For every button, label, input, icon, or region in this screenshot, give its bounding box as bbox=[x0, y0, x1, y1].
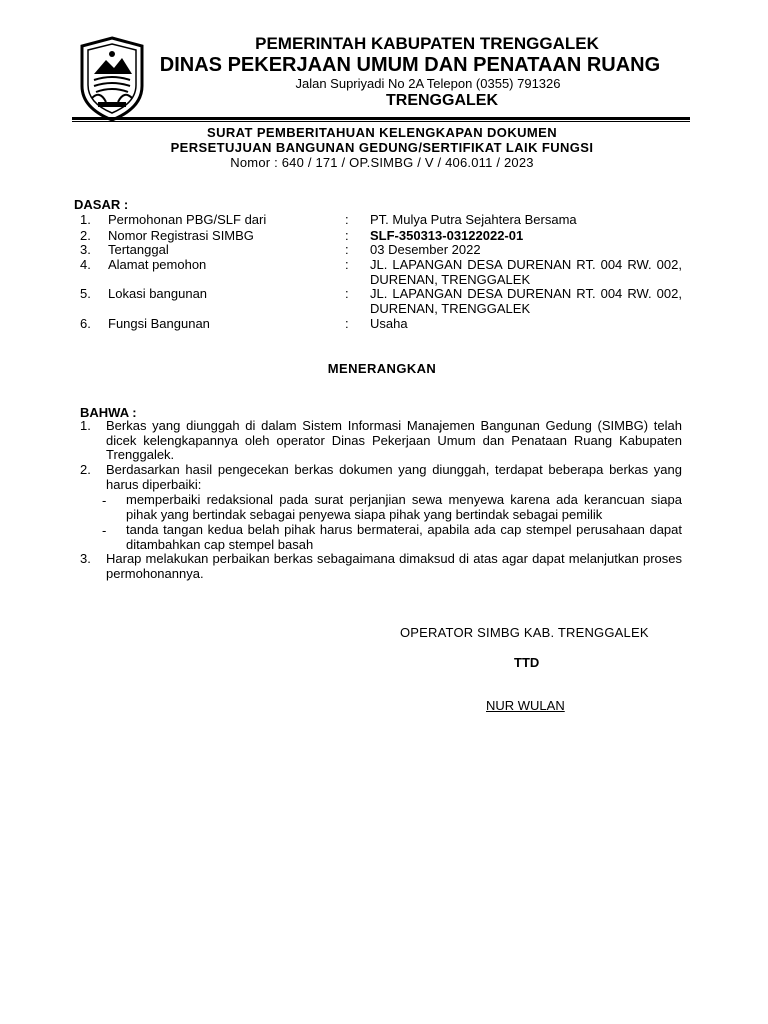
bahwa-item-number: 1. bbox=[80, 418, 91, 433]
header-rule-thin bbox=[72, 121, 690, 122]
dasar-row-colon: : bbox=[345, 212, 349, 227]
bahwa-item-number: 2. bbox=[80, 462, 91, 477]
dasar-row-value: JL. LAPANGAN DESA DURENAN RT. 004 RW. 002, DURENAN, TRENGGALEK bbox=[370, 257, 682, 287]
header-address: Jalan Supriyadi No 2A Telepon (0355) 791326 bbox=[295, 76, 561, 91]
bahwa-subitem-text: tanda tangan kedua belah pihak harus bermaterai, apabila ada cap stempel perusahaan dapat ditambahkan cap stempel basah bbox=[126, 522, 682, 552]
menerangkan-heading: MENERANGKAN bbox=[327, 361, 437, 376]
letter-number: Nomor : 640 / 171 / OP.SIMBG / V / 406.011 / 2023 bbox=[230, 155, 534, 170]
signature-office: OPERATOR SIMBG KAB. TRENGGALEK bbox=[400, 625, 649, 640]
dasar-row-number: 5. bbox=[80, 286, 91, 301]
signature-name: NUR WULAN bbox=[486, 698, 565, 713]
dasar-row-label: Nomor Registrasi SIMBG bbox=[108, 228, 254, 243]
dasar-row-label: Lokasi bangunan bbox=[108, 286, 208, 301]
header-agency-name: DINAS PEKERJAAN UMUM DAN PENATAAN RUANG bbox=[159, 54, 661, 76]
bahwa-subitem-bullet: - bbox=[102, 523, 107, 538]
dasar-row-value: JL. LAPANGAN DESA DURENAN RT. 004 RW. 002, DURENAN, TRENGGALEK bbox=[370, 286, 682, 316]
letter-title-line1: SURAT PEMBERITAHUAN KELENGKAPAN DOKUMEN bbox=[207, 125, 557, 140]
dasar-row-colon: : bbox=[345, 286, 349, 301]
bahwa-item-number: 3. bbox=[80, 551, 91, 566]
bahwa-subitem-bullet: - bbox=[102, 493, 107, 508]
dasar-row-colon: : bbox=[345, 257, 349, 272]
header-rule-thick bbox=[72, 117, 690, 120]
dasar-row-value: 03 Desember 2022 bbox=[370, 242, 481, 257]
dasar-row-label: Fungsi Bangunan bbox=[108, 316, 210, 331]
dasar-row-colon: : bbox=[345, 316, 349, 331]
dasar-row-label: Permohonan PBG/SLF dari bbox=[108, 212, 267, 227]
dasar-heading: DASAR : bbox=[74, 197, 129, 212]
bahwa-heading: BAHWA : bbox=[80, 405, 137, 420]
bahwa-item-text: Berdasarkan hasil pengecekan berkas dokumen yang diunggah, terdapat beberapa berkas yang harus diperbaiki: bbox=[106, 462, 682, 492]
dasar-row-value: SLF-350313-03122022-01 bbox=[370, 228, 524, 243]
dasar-row-number: 6. bbox=[80, 316, 91, 331]
dasar-row-value: Usaha bbox=[370, 316, 408, 331]
dasar-row-number: 1. bbox=[80, 212, 91, 227]
dasar-row-label: Alamat pemohon bbox=[108, 257, 207, 272]
header-city: TRENGGALEK bbox=[386, 92, 498, 109]
bahwa-item-text: Berkas yang diunggah di dalam Sistem Informasi Manajemen Bangunan Gedung (SIMBG) telah dicek kelengkapannya oleh operator Dinas Pekerjaan Umum dan Penataan Ruang Kabupaten Trenggalek. bbox=[106, 418, 682, 462]
dasar-row-colon: : bbox=[345, 242, 349, 257]
bahwa-subitem-text: memperbaiki redaksional pada surat perjanjian sewa menyewa karena ada kerancuan siapa pihak yang bertindak sebagai penyewa siapa pihak yang bertindak sebagai pemilik bbox=[126, 492, 682, 522]
header-government-name: PEMERINTAH KABUPATEN TRENGGALEK bbox=[255, 34, 599, 53]
dasar-row-value: PT. Mulya Putra Sejahtera Bersama bbox=[370, 212, 577, 227]
bahwa-item-text: Harap melakukan perbaikan berkas sebagaimana dimaksud di atas agar dapat melanjutkan proses permohonannya. bbox=[106, 551, 682, 581]
dasar-row-number: 2. bbox=[80, 228, 91, 243]
dasar-row-number: 3. bbox=[80, 242, 91, 257]
dasar-row-colon: : bbox=[345, 228, 349, 243]
dasar-row-number: 4. bbox=[80, 257, 91, 272]
letter-title-line2: PERSETUJUAN BANGUNAN GEDUNG/SERTIFIKAT LAIK FUNGSI bbox=[170, 140, 594, 155]
dasar-row-label: Tertanggal bbox=[108, 242, 169, 257]
signature-ttd: TTD bbox=[514, 655, 540, 670]
